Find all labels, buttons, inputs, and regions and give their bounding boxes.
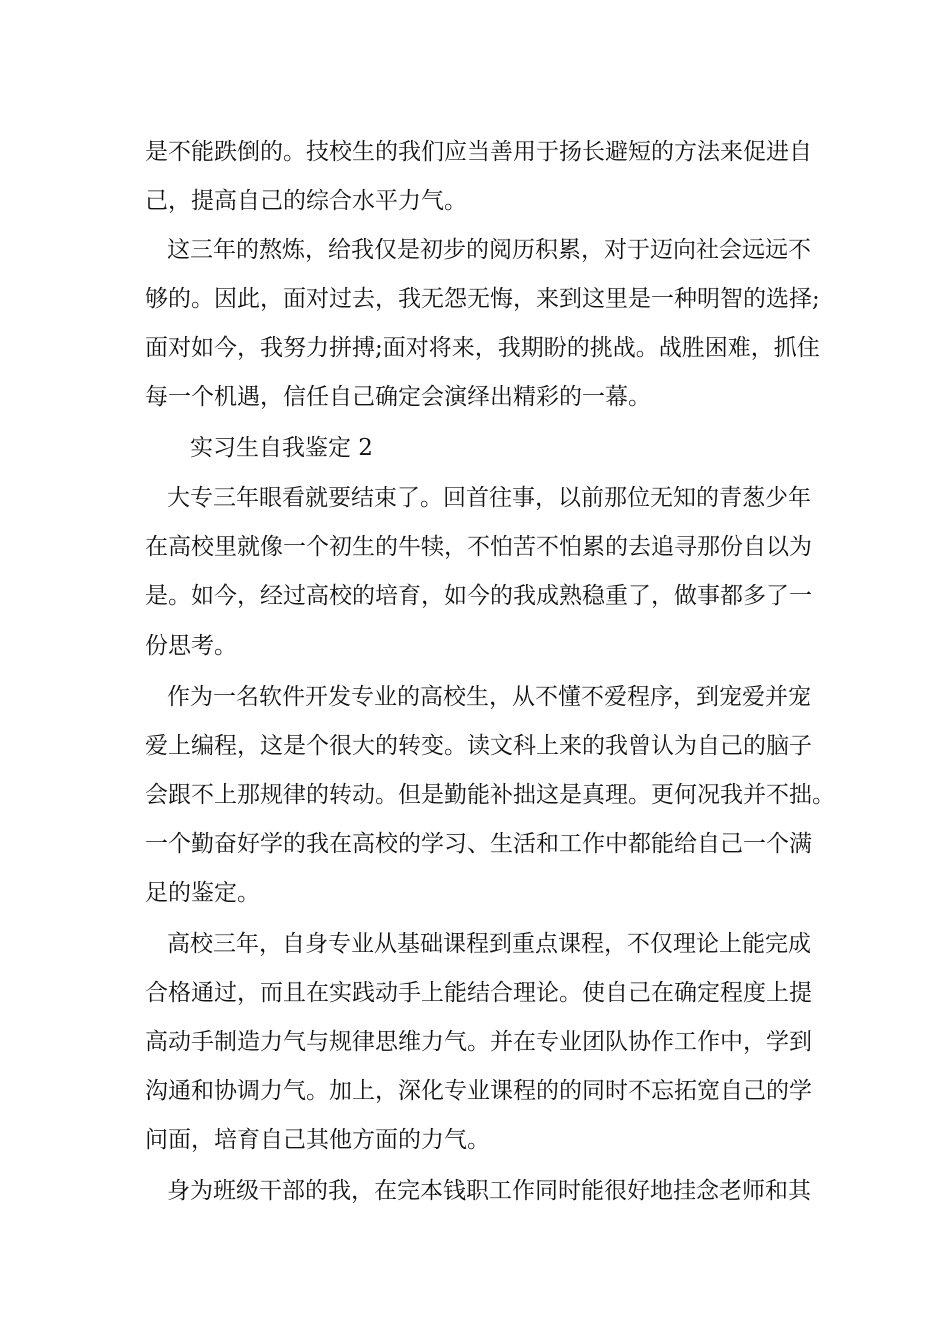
- paragraph-start: 作为一名软件开发专业的高校生，从不懂不爱程序，到宠爱并宠: [167, 684, 811, 710]
- text-line: 爱上编程，这是个很大的转变。读文科上来的我曾认为自己的脑子: [145, 733, 812, 759]
- paragraph-start: 这三年的熬炼，给我仅是初步的阅历积累，对于迈向社会远远不: [167, 237, 811, 263]
- paragraph-start: 身为班级干部的我，在完本钱职工作同时能很好地挂念老师和其: [167, 1178, 811, 1204]
- text-line: 问面，培育自己其他方面的力气。: [145, 1127, 490, 1153]
- paragraph-start: 高校三年，自身专业从基础课程到重点课程，不仅理论上能完成: [167, 931, 811, 957]
- text-line: 沟通和协调力气。加上，深化专业课程的的同时不忘拓宽自己的学: [145, 1078, 812, 1104]
- text-line: 够的。因此，面对过去，我无怨无悔，来到这里是一种明智的选择;: [145, 286, 820, 312]
- text-line: 在高校里就像一个初生的牛犊，不怕苦不怕累的去追寻那份自以为: [145, 534, 812, 560]
- text-line: 一个勤奋好学的我在高校的学习、生活和工作中都能给自己一个满: [145, 831, 812, 857]
- text-line: 足的鉴定。: [145, 880, 260, 906]
- text-line: 面对如今，我努力拼搏;面对将来，我期盼的挑战。战胜困难，抓住: [145, 335, 820, 361]
- text-line: 是不能跌倒的。技校生的我们应当善用于扬长避短的方法来促进自: [145, 139, 812, 165]
- text-line: 己，提高自己的综合水平力气。: [145, 188, 467, 214]
- text-line: 会跟不上那规律的转动。但是勤能补拙这是真理。更何况我并不拙。: [145, 782, 835, 808]
- text-line: 是。如今，经过高校的培育，如今的我成熟稳重了，做事都多了一: [145, 583, 812, 609]
- text-line: 高动手制造力气与规律思维力气。并在专业团队协作工作中，学到: [145, 1029, 812, 1055]
- paragraph-start: 大专三年眼看就要结束了。回首往事，以前那位无知的青葱少年: [167, 485, 811, 511]
- text-line: 每一个机遇，信任自己确定会演绎出精彩的一幕。: [145, 384, 651, 410]
- section-heading: 实习生自我鉴定 2: [190, 435, 373, 461]
- text-line: 合格通过，而且在实践动手上能结合理论。使自己在确定程度上提: [145, 980, 812, 1006]
- text-line: 份思考。: [145, 633, 237, 659]
